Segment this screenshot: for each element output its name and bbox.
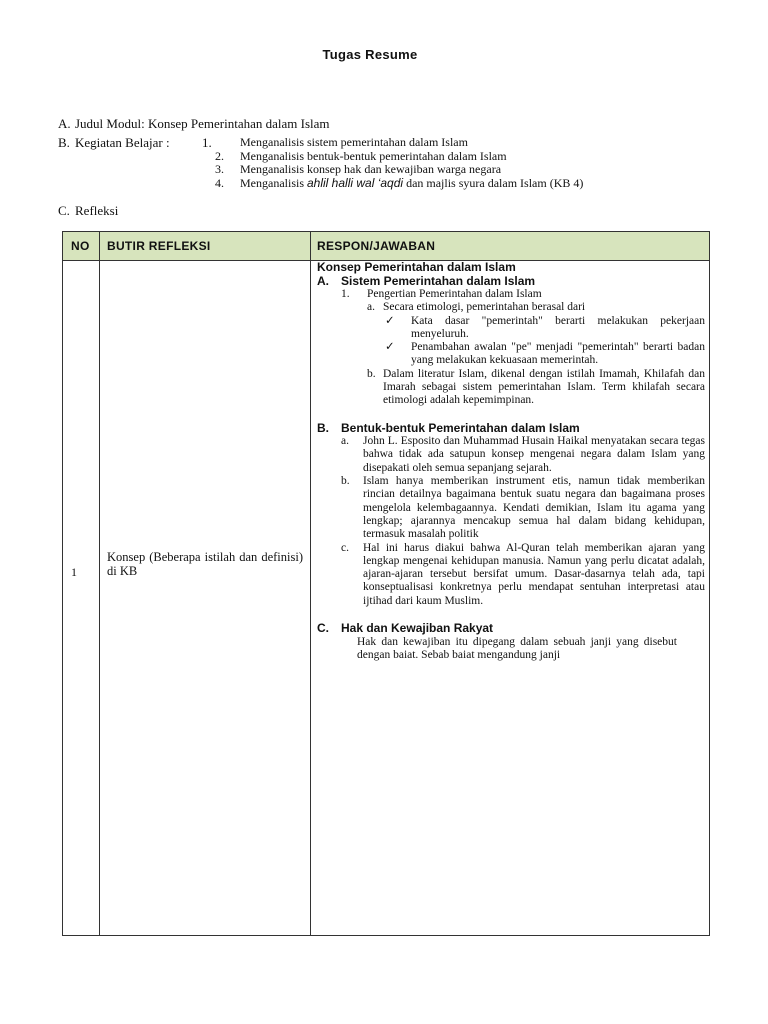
section-a-text: Judul Modul: Konsep Pemerintahan dalam Islam bbox=[75, 116, 330, 131]
item-text: Pengertian Pemerintahan dalam Islam bbox=[367, 288, 542, 300]
list-item bbox=[317, 288, 705, 301]
heading-text: Hak dan Kewajiban Rakyat bbox=[341, 621, 494, 636]
item-text: John L. Esposito dan Muhammad Husain Haikal menyatakan secara tegas bahwa tidak ada satupun konsep mengenai negara dalam Islam yang disepakati oleh semua sepanjang sejarah. bbox=[363, 435, 705, 474]
column-divider bbox=[310, 232, 311, 935]
respon-cell bbox=[317, 261, 705, 662]
item-letter: b. bbox=[367, 367, 376, 380]
header-no: NO bbox=[71, 239, 90, 253]
section-b-label: B. bbox=[58, 135, 70, 150]
reflection-table bbox=[62, 231, 710, 936]
item-letter: a. bbox=[367, 301, 375, 314]
text-post: dan majlis syura dalam Islam (KB 4) bbox=[403, 175, 584, 190]
list-item bbox=[317, 301, 705, 314]
section-a bbox=[58, 116, 330, 132]
check-icon: ✓ bbox=[385, 314, 395, 327]
section-heading-c bbox=[317, 622, 705, 636]
checklist-item bbox=[317, 315, 705, 342]
heading-label: A. bbox=[317, 273, 329, 288]
response-main-title: Konsep Pemerintahan dalam Islam bbox=[317, 260, 516, 274]
check-icon: ✓ bbox=[385, 341, 395, 354]
section-heading-b bbox=[317, 422, 705, 436]
item-text: Penambahan awalan "pe" menjadi "pemerintah" berarti badan yang melakukan kekuasaan memerintah. bbox=[411, 341, 705, 367]
header-butir: BUTIR REFLEKSI bbox=[107, 239, 211, 253]
item-text: Kata dasar "pemerintah" berarti melakukan pekerjaan menyeluruh. bbox=[411, 314, 705, 340]
header-respon: RESPON/JAWABAN bbox=[317, 239, 436, 253]
row-number: 1 bbox=[71, 565, 77, 579]
section-b-heading: Kegiatan Belajar : bbox=[75, 135, 170, 150]
paragraph: Hak dan kewajiban itu dipegang dalam sebuah janji yang disebut dengan baiat. Sebab baiat mengandung janji bbox=[357, 635, 677, 661]
heading-label: B. bbox=[317, 420, 329, 435]
item-number: 1. bbox=[341, 288, 350, 300]
heading-label: C. bbox=[317, 621, 329, 636]
text-pre: Menganalisis bbox=[240, 175, 307, 190]
section-b-row-4 bbox=[58, 177, 583, 191]
item-text: Islam hanya memberikan instrument etis, namun tidak memberikan rincian detailnya bagaimana bentuk suatu negara dan bagaimana proses mengelola kelembagaannya. Kendati demikian, Islam itu agama yang lengkap; ajarannya mencakup semua hal dalam bidang kehidupan, termasuk masalah politik bbox=[363, 475, 705, 541]
section-b-row-1 bbox=[58, 136, 583, 150]
section-b-item-num: 2. bbox=[215, 148, 224, 163]
heading-text: Sistem Pemerintahan dalam Islam bbox=[341, 273, 536, 288]
column-divider bbox=[99, 232, 100, 935]
list-item bbox=[317, 368, 705, 408]
document-title: Tugas Resume bbox=[322, 47, 418, 62]
section-c-label: C. bbox=[58, 203, 70, 218]
checklist-item bbox=[317, 341, 705, 368]
item-text: Secara etimologi, pemerintahan berasal dari bbox=[383, 301, 586, 314]
item-letter: b. bbox=[341, 475, 350, 488]
section-b-item-num: 1. bbox=[202, 135, 212, 150]
section-c bbox=[58, 203, 118, 219]
butir-refleksi-cell: Konsep (Beberapa istilah dan definisi) di KB bbox=[107, 550, 303, 578]
section-b-item-text bbox=[224, 177, 583, 191]
section-b-row-2 bbox=[58, 150, 583, 164]
item-text: Hal ini harus diakui bahwa Al-Quran telah memberikan ajaran yang lengkap mengenai kehidupan manusia. Namun yang perlu dicatat adalah, ajaran-ajaran tersebut bersifat umum. Dasar-dasarnya telah ada, tapi konseptualisasi konkretnya perlu mendapat sentuhan interpretasi atau ijtihad dari kaum Muslim. bbox=[363, 541, 705, 607]
section-b-item-text: Menganalisis konsep hak dan kewajiban warga negara bbox=[240, 162, 502, 176]
list-item bbox=[317, 542, 705, 608]
table-header bbox=[63, 232, 709, 261]
list-item bbox=[317, 475, 705, 541]
section-b-row-3 bbox=[58, 163, 583, 177]
heading-text: Bentuk-bentuk Pemerintahan dalam Islam bbox=[341, 420, 580, 435]
section-b-item-text: Menganalisis sistem pemerintahan dalam Islam bbox=[240, 135, 468, 149]
section-b-item-num: 3. bbox=[215, 162, 224, 176]
section-a-label: A. bbox=[58, 116, 71, 131]
list-item bbox=[317, 435, 705, 475]
section-b bbox=[58, 136, 583, 190]
item-text: Dalam literatur Islam, dikenal dengan istilah Imamah, Khilafah dan Imarah sebagai sistem pemerintahan Islam. Term khilafah secara etimologi adalah kepemimpinan. bbox=[383, 367, 705, 407]
item-letter: c. bbox=[341, 541, 349, 554]
item-letter: a. bbox=[341, 435, 349, 448]
section-heading-a bbox=[317, 275, 705, 289]
section-b-item-text: Menganalisis bentuk-bentuk pemerintahan dalam Islam bbox=[240, 148, 507, 163]
section-c-text: Refleksi bbox=[75, 203, 119, 218]
text-italic: ahlil halli wal ‘aqdi bbox=[307, 175, 404, 190]
section-b-item-num: 4. bbox=[215, 175, 224, 190]
